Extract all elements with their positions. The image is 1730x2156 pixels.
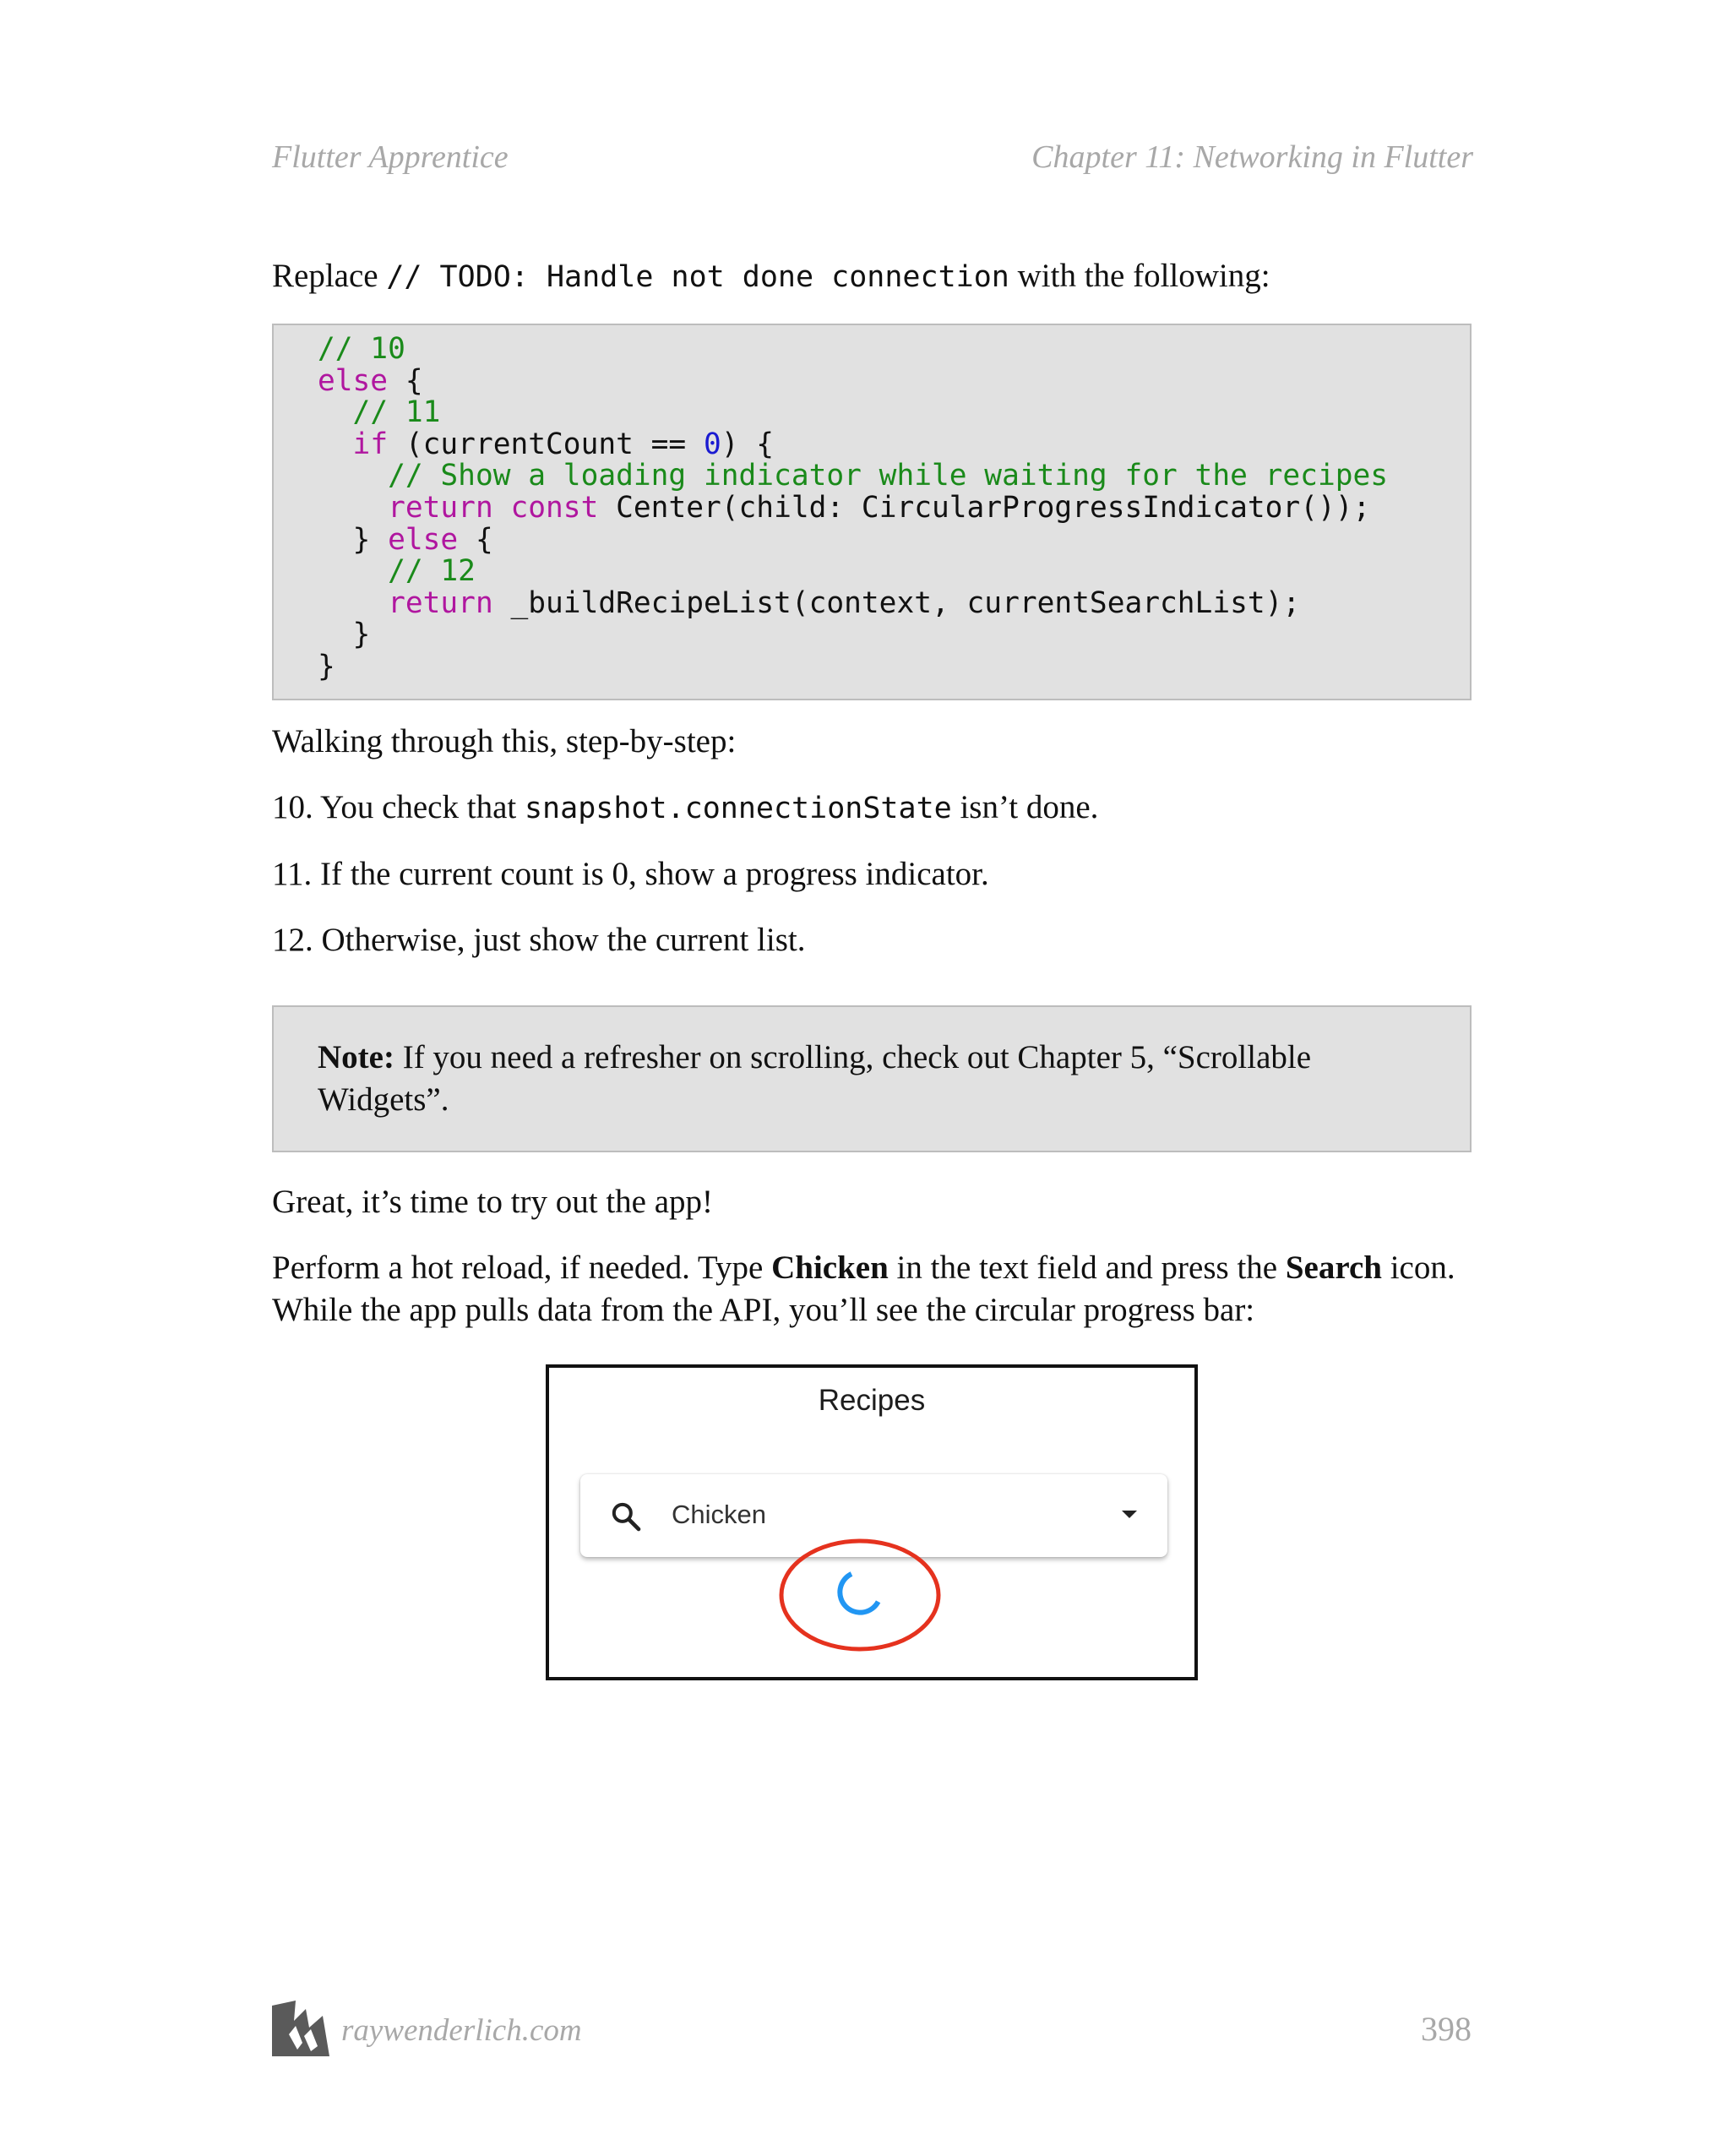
- raywenderlich-logo: [272, 2001, 329, 2056]
- code-line: [318, 395, 440, 429]
- intro-code: // TODO: Handle not done connection: [386, 260, 1009, 294]
- intro-prefix: Replace: [272, 258, 387, 294]
- intro-paragraph: [272, 255, 1475, 298]
- perform-paragraph: [272, 1247, 1475, 1331]
- note-body: If you need a refresher on scrolling, check out Chapter 5, “Scrollable Widgets”.: [318, 1039, 1312, 1118]
- code-line: [318, 332, 405, 366]
- chapter-title: Chapter 11: Networking in Flutter: [1031, 139, 1473, 175]
- step-10-code: snapshot.connectionState: [524, 792, 952, 825]
- step-11: 11. If the current count is 0, show a progress indicator.: [272, 856, 989, 892]
- code-token: // 11: [352, 395, 441, 430]
- code-token: {: [388, 363, 423, 398]
- intro-suffix: with the following:: [1009, 258, 1270, 294]
- code-line: [318, 618, 370, 651]
- code-token: return: [388, 490, 493, 525]
- code-token: if: [352, 427, 389, 461]
- code-token: // 12: [388, 554, 476, 589]
- code-token: }: [352, 618, 371, 652]
- perform-part-3: icon. While the app pulls data from the API, you’ll see the circular progress bar:: [272, 1250, 1455, 1328]
- step-10-suffix: isn’t done.: [951, 789, 1099, 825]
- code-token: _buildRecipeList(context, currentSearchList);: [492, 585, 1301, 620]
- code-token: ) {: [721, 427, 775, 461]
- code-token: // Show a loading indicator while waiting for the recipes: [388, 459, 1389, 493]
- perform-part-2: in the text field and press the: [888, 1250, 1286, 1286]
- arrow-drop-down-icon[interactable]: [1120, 1508, 1139, 1520]
- app-screenshot: [546, 1364, 1198, 1680]
- step-12: 12. Otherwise, just show the current list.: [272, 922, 806, 958]
- spinner-arc: [840, 1574, 878, 1613]
- app-title: Recipes: [818, 1384, 926, 1417]
- footer-site: raywenderlich.com: [341, 2013, 582, 2048]
- note-text: [318, 1037, 1416, 1121]
- code-token: }: [318, 649, 335, 683]
- code-line: [318, 364, 423, 398]
- code-line: [318, 523, 493, 557]
- page-number: 398: [1421, 2010, 1472, 2048]
- code-token: [493, 491, 511, 525]
- code-token: {: [458, 522, 493, 557]
- code-block: [272, 324, 1472, 700]
- perform-bold-chicken: Chicken: [771, 1250, 889, 1286]
- search-icon[interactable]: [609, 1500, 643, 1533]
- book-title: Flutter Apprentice: [272, 139, 509, 175]
- walkthrough-text: Walking through this, step-by-step:: [272, 723, 737, 760]
- code-line: [318, 427, 774, 461]
- code-token: else: [388, 522, 459, 557]
- code-line: [318, 650, 335, 683]
- perform-bold-search: Search: [1285, 1250, 1382, 1286]
- code-token: Center(child: CircularProgressIndicator());: [598, 490, 1371, 525]
- code-token: // 10: [318, 332, 405, 366]
- code-token: return: [388, 585, 493, 620]
- highlight-ellipse: [781, 1541, 938, 1649]
- great-text: Great, it’s time to try out the app!: [272, 1184, 714, 1220]
- code-line: [318, 459, 1388, 493]
- note-label: Note:: [318, 1039, 394, 1075]
- code-line: [318, 586, 1300, 620]
- code-token: else: [318, 363, 389, 398]
- code-line: [318, 554, 476, 588]
- code-text: [318, 334, 1388, 683]
- step-10-prefix: 10. You check that: [272, 789, 525, 825]
- search-input[interactable]: Chicken: [672, 1500, 766, 1529]
- progress-indicator: [777, 1535, 943, 1655]
- code-token: 0: [703, 427, 721, 461]
- code-token: const: [510, 490, 599, 525]
- perform-part-1: Perform a hot reload, if needed. Type: [272, 1250, 772, 1286]
- code-token: }: [352, 522, 389, 557]
- code-line: [318, 491, 1370, 525]
- note-box: [272, 1005, 1472, 1152]
- step-10: [272, 787, 1475, 830]
- code-token: (currentCount ==: [388, 427, 704, 461]
